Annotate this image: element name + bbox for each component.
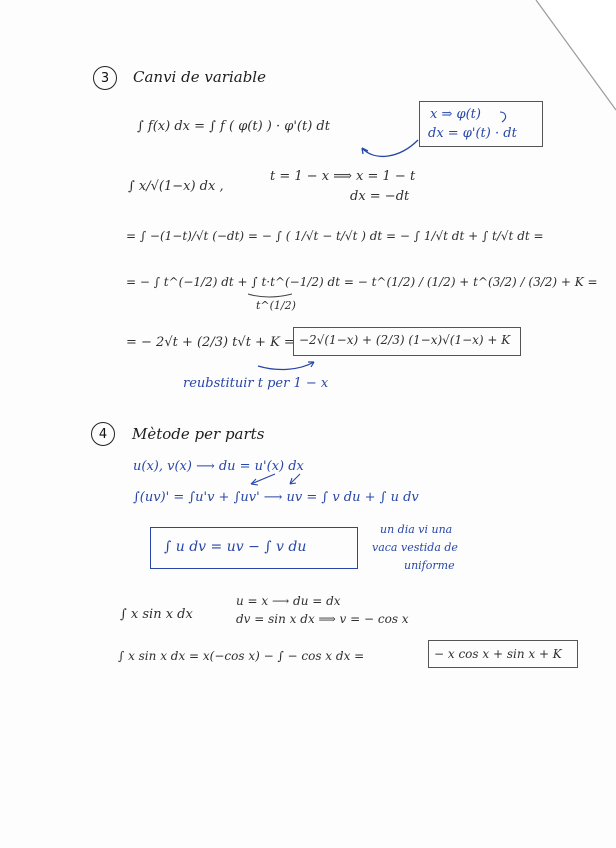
substitution-arrow — [258, 362, 314, 369]
result-4: − x cos x + sin x + K — [434, 647, 562, 661]
substitution: t = 1 − x ⟹ x = 1 − t — [270, 169, 416, 184]
result-3: −2√(1−x) + (2/3) (1−x)√(1−x) + K — [299, 333, 511, 347]
parts-arrow-1 — [251, 474, 275, 484]
mnemonic-line-2: vaca vestida de — [372, 541, 458, 554]
rule-formula: ∫ f(x) dx = ∫ f ( φ(t) ) · φ'(t) dt — [137, 119, 330, 134]
parts-example-dv: dv = sin x dx ⟹ v = − cos x — [236, 612, 409, 626]
rule-box-line-2: dx = φ'(t) · dt — [428, 126, 517, 141]
underbrace — [248, 294, 292, 297]
parts-formula: ∫ u dv = uv − ∫ v du — [164, 539, 307, 555]
parts-line-1: u(x), v(x) ⟶ du = u'(x) dx — [133, 459, 304, 474]
rule-arrow — [362, 140, 418, 156]
section-4-title: Mètode per parts — [132, 425, 265, 443]
section-3-title: Canvi de variable — [133, 68, 266, 86]
derivation-line-4: = − 2√t + (2/3) t√t + K = — [126, 335, 295, 350]
parts-line-2: ∫(uv)' = ∫u'v + ∫uv' ⟶ uv = ∫ v du + ∫ u dv — [133, 490, 419, 505]
substitution-note: reubstituir t per 1 − x — [183, 376, 329, 391]
parts-example-u: u = x ⟶ du = dx — [236, 594, 341, 608]
rule-box-line-1: x ⇒ φ(t) — [430, 107, 481, 122]
derivation-line-2: = ∫ −(1−t)/√t (−dt) = − ∫ ( 1/√t − t/√t ) dt = − ∫ 1/√t dt + ∫ t/√t dt = — [126, 229, 544, 243]
parts-example-integral: ∫ x sin x dx — [120, 607, 193, 622]
mnemonic-line-3: uniforme — [404, 559, 455, 572]
section-3-number: 3 — [93, 66, 117, 90]
mnemonic-line-1: un dia vi una — [380, 523, 453, 536]
substitution-dx: dx = −dt — [350, 189, 410, 204]
parts-example-line: ∫ x sin x dx = x(−cos x) − ∫ − cos x dx = — [118, 649, 365, 663]
derivation-line-3: = − ∫ t^(−1/2) dt + ∫ t·t^(−1/2) dt = − t^(1/2) / (1/2) + t^(3/2) / (3/2) + K = — [126, 275, 598, 289]
example-integral: ∫ x/√(1−x) dx , — [128, 179, 224, 194]
section-4-number: 4 — [91, 422, 115, 446]
derivation-line-3-underbrace: t^(1/2) — [256, 299, 296, 312]
rule-box-arrow — [500, 112, 506, 122]
